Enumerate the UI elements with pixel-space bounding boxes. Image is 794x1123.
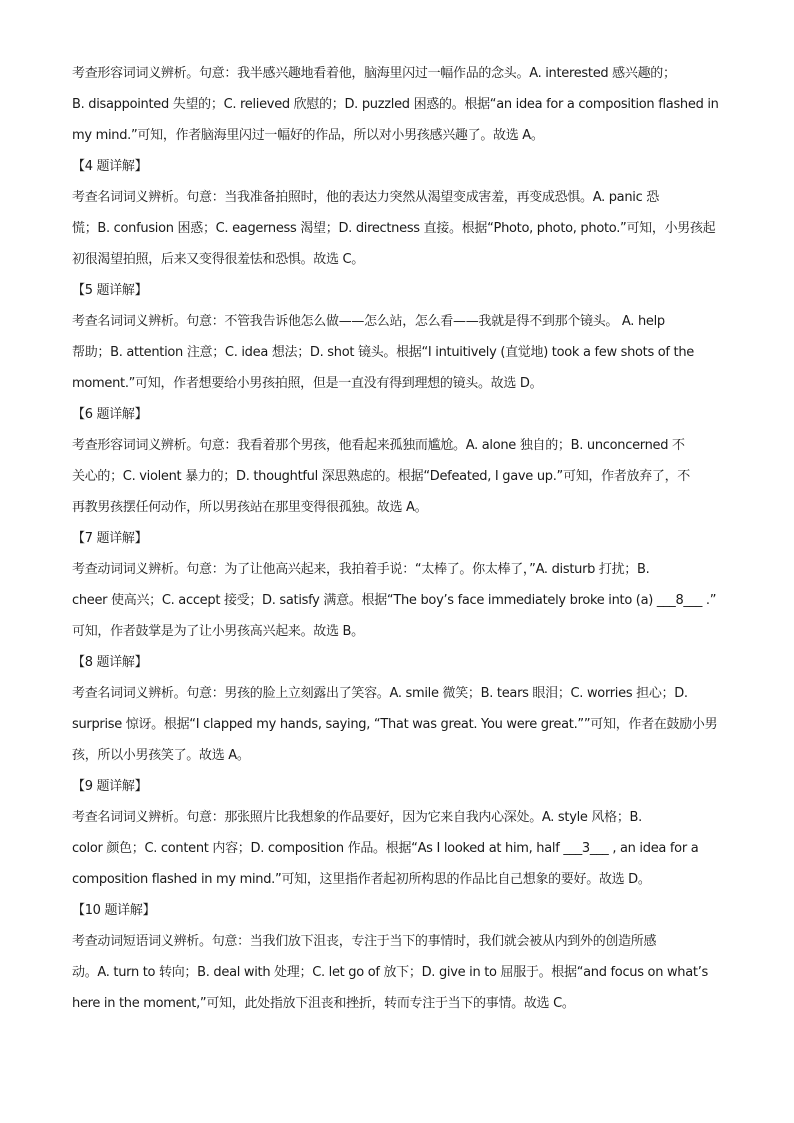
explanation-line: composition flashed in my mind.”可知，这里指作者起初所构思的作品比自己想象的要好。故选 D。 — [72, 872, 651, 887]
question-heading: 【8 题详解】 — [72, 655, 148, 670]
question-heading: 【5 题详解】 — [72, 283, 148, 298]
question-heading: 【4 题详解】 — [72, 159, 148, 174]
explanation-line: here in the moment,”可知，此处指放下沮丧和挫折，转而专注于当下的事情。故选 C。 — [72, 996, 575, 1011]
explanation-line: 考查形容词词义辨析。句意：我半感兴趣地看着他，脑海里闪过一幅作品的念头。A. interested 感兴趣的； — [72, 66, 676, 81]
explanation-line: 帮助；B. attention 注意；C. idea 想法；D. shot 镜头。根据“I intuitively (直觉地) took a few shots of the — [72, 345, 694, 360]
explanation-line: color 颜色；C. content 内容；D. composition 作品。根据“As I looked at him, half ___3___ , an idea for a — [72, 841, 699, 856]
explanation-line: 考查名词词义辨析。句意：不管我告诉他怎么做——怎么站，怎么看——我就是得不到那个镜头。 A. help — [72, 314, 665, 329]
explanation-line: 考查动词词义辨析。句意：为了让他高兴起来，我拍着手说：“太棒了。你太棒了，”A. disturb 打扰；B. — [72, 562, 650, 577]
explanation-line: 可知，作者鼓掌是为了让小男孩高兴起来。故选 B。 — [72, 624, 364, 639]
explanation-line: 孩，所以小男孩笑了。故选 A。 — [72, 748, 250, 763]
question-heading: 【7 题详解】 — [72, 531, 148, 546]
explanation-line: 慌；B. confusion 困惑；C. eagerness 渴望；D. directness 直接。根据“Photo, photo, photo.”可知，小男孩起 — [72, 221, 716, 236]
explanation-line: 考查动词短语词义辨析。句意：当我们放下沮丧，专注于当下的事情时，我们就会被从内到外的创造所感 — [72, 934, 657, 949]
explanation-line: 动。A. turn to 转向；B. deal with 处理；C. let go of 放下；D. give in to 屈服于。根据“and focus on what’s — [72, 965, 709, 980]
document-body — [72, 58, 724, 1019]
explanation-line: 考查名词词义辨析。句意：那张照片比我想象的作品要好，因为它来自我内心深处。A. style 风格；B. — [72, 810, 642, 825]
explanation-line: 考查形容词词义辨析。句意：我看着那个男孩，他看起来孤独而尴尬。A. alone 独自的；B. unconcerned 不 — [72, 438, 685, 453]
question-heading: 【9 题详解】 — [72, 779, 148, 794]
explanation-line: surprise 惊讶。根据“I clapped my hands, saying, “That was great. You were great.””可知，作者在鼓励小男 — [72, 717, 718, 732]
explanation-line: 关心的；C. violent 暴力的；D. thoughtful 深思熟虑的。根据“Defeated, I gave up.”可知，作者放弃了，不 — [72, 469, 690, 484]
explanation-line: 考查名词词义辨析。句意：男孩的脸上立刻露出了笑容。A. smile 微笑；B. tears 眼泪；C. worries 担心；D. — [72, 686, 688, 701]
explanation-line: my mind.”可知，作者脑海里闪过一幅好的作品，所以对小男孩感兴趣了。故选 A。 — [72, 128, 544, 143]
explanation-line: 考查名词词义辨析。句意：当我准备拍照时，他的表达力突然从渴望变成害羞，再变成恐惧。A. panic 恐 — [72, 190, 659, 205]
question-heading: 【6 题详解】 — [72, 407, 148, 422]
explanation-line: cheer 使高兴；C. accept 接受；D. satisfy 满意。根据“The boy’s face immediately broke into (a) ___8___ .” — [72, 593, 717, 608]
question-heading: 【10 题详解】 — [72, 903, 156, 918]
explanation-line: moment.”可知，作者想要给小男孩拍照，但是一直没有得到理想的镜头。故选 D。 — [72, 376, 543, 391]
explanation-line: 再教男孩摆任何动作，所以男孩站在那里变得很孤独。故选 A。 — [72, 500, 428, 515]
explanation-line: B. disappointed 失望的；C. relieved 欣慰的；D. puzzled 困惑的。根据“an idea for a composition flashed in — [72, 97, 719, 112]
explanation-line: 初很渴望拍照，后来又变得很羞怯和恐惧。故选 C。 — [72, 252, 365, 267]
